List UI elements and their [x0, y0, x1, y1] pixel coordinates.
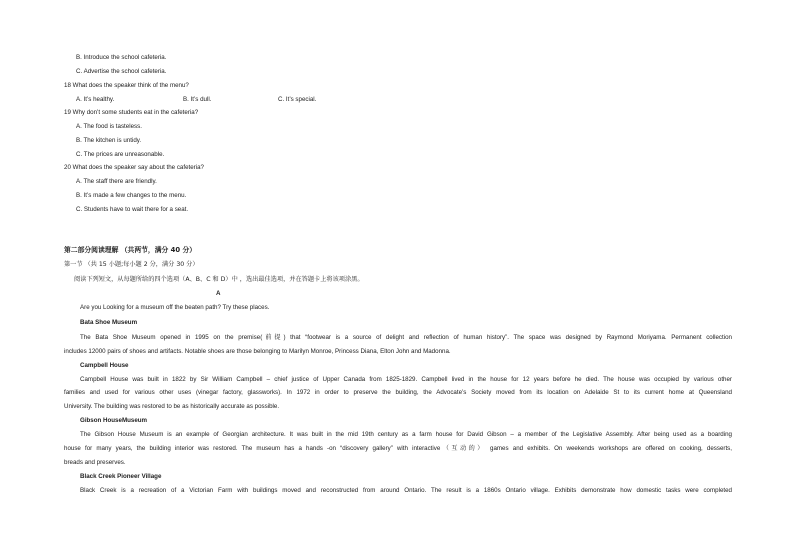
- campbell-line-2: families and used for various other uses (vinegar factory, glassworks). In 1972 in order to preserve the building, the Advocate’s Society moved from its location on Adelaide St to its current home at Queensland: [64, 389, 732, 396]
- section1-heading: 第一节 （共 15 小题;每小题 2 分，满分 30 分）: [64, 261, 199, 268]
- q20-option-a: A. The staff there are friendly.: [76, 178, 157, 185]
- gibson-line-3: breads and preserves.: [64, 459, 126, 466]
- reading-instruction: 阅读下列短文，从每题所给的四个选项（A、B、C 和 D）中 ，选出最佳选项，并在答题卡上将该项涂黑。: [74, 276, 364, 283]
- q19-option-c: C. The prices are unreasonable.: [76, 151, 165, 158]
- q19-option-a: A. The food is tasteless.: [76, 123, 142, 130]
- passage-label: A: [216, 290, 221, 297]
- campbell-heading: Campbell House: [80, 362, 129, 369]
- blackcreek-line-1: Black Creek is a recreation of a Victorian Farm with buildings moved and reconstructed from around Ontario. The result is a 1860s Ontario village. Exhibits demonstrate how domestic tasks were completed: [80, 487, 732, 494]
- passage-intro: Are you Looking for a museum off the beaten path? Try these places.: [80, 304, 270, 311]
- q18-option-b: B. It’s dull.: [183, 96, 212, 103]
- q20-option-b: B. It’s made a few changes to the menu.: [76, 192, 187, 199]
- blackcreek-heading: Black Creek Pioneer Village: [80, 473, 162, 480]
- gibson-line-1: The Gibson House Museum is an example of Georgian architecture. It was built in the mid 19th century as a farm house for David Gibson – a member of the Legislative Assembly. After being used as a boarding: [80, 431, 732, 438]
- q20-option-c: C. Students have to wait there for a seat.: [76, 206, 189, 213]
- q17-option-b: B. Introduce the school cafeteria.: [76, 54, 167, 61]
- gibson-line-2: house for many years, the building interior was restored. The museum has a hands -on “discovery gallery” with interactive（互动的） games and exhibits. On weekends workshops are offered on cooking, desserts,: [64, 445, 732, 452]
- gibson-heading: Gibson HouseMuseum: [80, 417, 148, 424]
- q18-option-a: A. It’s healthy.: [76, 96, 115, 103]
- bata-line-2: includes 12000 pairs of shoes and artifacts. Notable shoes are those belonging to Marilyn Monroe, Princess Diana, Elton John and Madonna.: [64, 348, 451, 355]
- q19-option-b: B. The kitchen is untidy.: [76, 137, 142, 144]
- q18-question: 18 What does the speaker think of the menu?: [64, 82, 189, 89]
- q18-option-c: C. It’s special.: [278, 96, 317, 103]
- q20-question: 20 What does the speaker say about the cafeteria?: [64, 164, 204, 171]
- campbell-line-3: University. The building was restored to be as historically accurate as possible.: [64, 403, 280, 410]
- bata-heading: Bata Shoe Museum: [80, 319, 138, 326]
- bata-line-1: The Bata Shoe Museum opened in 1995 on the premise(前提) that “footwear is a source of delight and reflection of human history”. The space was designed by Raymond Moriyama. Permanent collection: [80, 334, 732, 341]
- q19-question: 19 Why don’t some students eat in the cafeteria?: [64, 109, 199, 116]
- campbell-line-1: Campbell House was built in 1822 by Sir William Campbell – chief justice of Upper Canada from 1825-1829. Campbell lived in the house for 12 years before he died. The house was occupied by various other: [80, 376, 732, 383]
- part2-title: 第二部分阅读理解 （共两节，满分 40 分）: [64, 246, 197, 254]
- q17-option-c: C. Advertise the school cafeteria.: [76, 68, 167, 75]
